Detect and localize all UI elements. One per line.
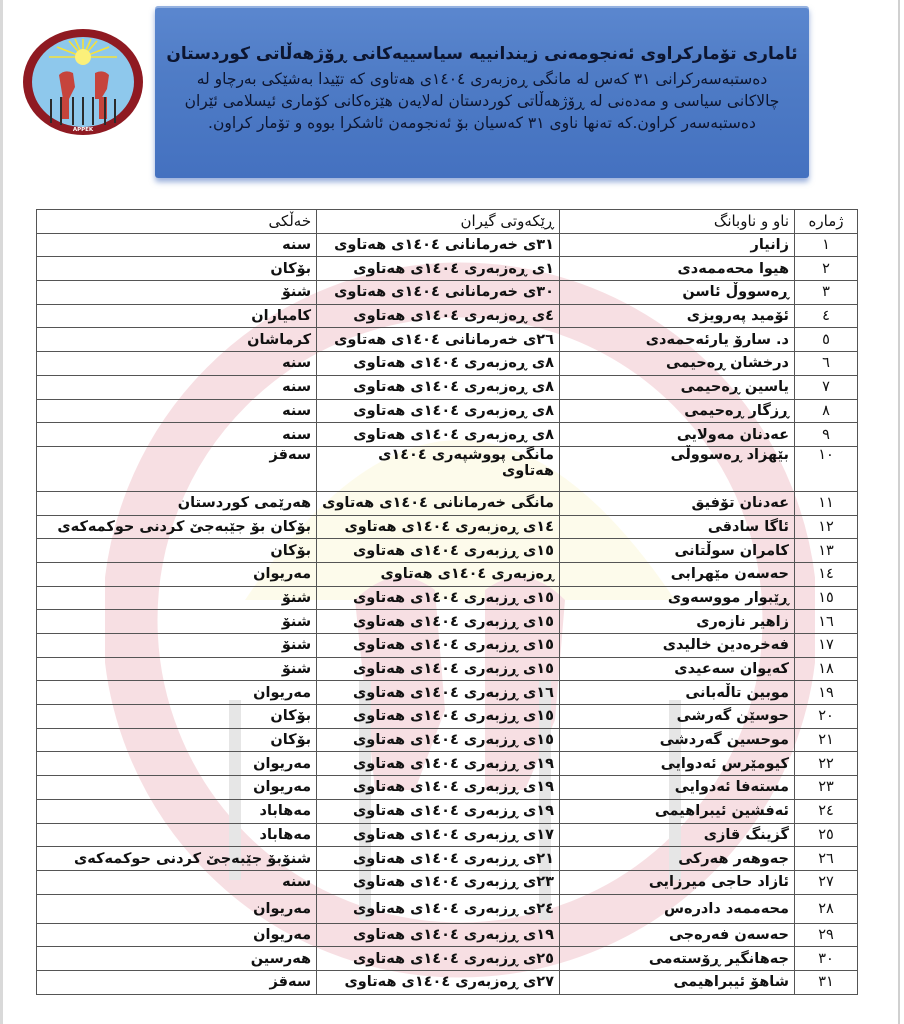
- prisoner-name: ئازاد حاجی میرزایی: [560, 870, 795, 894]
- row-number: ٤: [795, 304, 858, 328]
- row-number: ٢٨: [795, 894, 858, 923]
- table-row: [37, 399, 858, 423]
- prisoner-name: ڕزگار ڕەحیمی: [560, 399, 795, 423]
- row-number: ٣١: [795, 970, 858, 994]
- table-row: [37, 728, 858, 752]
- hometown: هەرێمی کوردستان: [37, 491, 317, 515]
- prisoner-name: شاهۆ ئیبراهیمی: [560, 970, 795, 994]
- row-number: ٢١: [795, 728, 858, 752]
- page-edge: [0, 0, 3, 1024]
- arrest-date: ٣٠ی خەرمانانی ١٤٠٤ی هەتاوی: [317, 281, 560, 305]
- prisoner-name: حەسەن فەرەجی: [560, 923, 795, 947]
- table-row: [37, 281, 858, 305]
- table-row: [37, 705, 858, 729]
- prisoner-name: د. سارۆ یارئەحمەدی: [560, 328, 795, 352]
- table-row: [37, 328, 858, 352]
- row-number: ٣٠: [795, 947, 858, 971]
- header-banner: [155, 6, 809, 178]
- row-number: ١٩: [795, 681, 858, 705]
- hometown: مەهاباد: [37, 823, 317, 847]
- arrest-date: ٢٧ی ڕەزبەری ١٤٠٤ی هەتاوی: [317, 970, 560, 994]
- arrest-date: ١٥ی ڕزبەری ١٤٠٤ی هەتاوی: [317, 610, 560, 634]
- prisoner-name: حەسەن مێهرابی: [560, 562, 795, 586]
- table-row: [37, 752, 858, 776]
- prisoner-name: هیوا محەممەدی: [560, 257, 795, 281]
- hometown: مەهاباد: [37, 799, 317, 823]
- arrest-date: ١ی ڕەزبەری ١٤٠٤ی هەتاوی: [317, 257, 560, 281]
- hometown: مەریوان: [37, 894, 317, 923]
- row-number: ١٨: [795, 657, 858, 681]
- row-number: ٢٢: [795, 752, 858, 776]
- hometown: سنە: [37, 870, 317, 894]
- hometown: شنۆ: [37, 610, 317, 634]
- hometown: سەقز: [37, 970, 317, 994]
- row-number: ١٠: [795, 446, 858, 491]
- row-number: ١٤: [795, 562, 858, 586]
- table-row: [37, 586, 858, 610]
- row-number: ٥: [795, 328, 858, 352]
- row-number: ١٧: [795, 634, 858, 658]
- prisoner-name: ئۆمید پەرویزی: [560, 304, 795, 328]
- prisoner-name: ڕێبوار مووسەوی: [560, 586, 795, 610]
- hometown: سنە: [37, 352, 317, 376]
- row-number: ٢٣: [795, 776, 858, 800]
- arrest-date: ١٥ی ڕزبەری ١٤٠٤ی هەتاوی: [317, 728, 560, 752]
- prisoner-name: کیومێرس ئەدوایی: [560, 752, 795, 776]
- prisoner-name: جەهانگیر ڕۆستەمی: [560, 947, 795, 971]
- prisoner-name: ڕەسووڵ ئاسن: [560, 281, 795, 305]
- table-row: [37, 304, 858, 328]
- arrest-date: ٢٤ی ڕزبەری ١٤٠٤ی هەتاوی: [317, 894, 560, 923]
- table-row: [37, 515, 858, 539]
- prisoner-name: حوسێن گەرشی: [560, 705, 795, 729]
- table-row: [37, 610, 858, 634]
- row-number: ٢٩: [795, 923, 858, 947]
- arrest-date: ٨ی ڕەزبەری ١٤٠٤ی هەتاوی: [317, 375, 560, 399]
- hometown: بۆکان بۆ جێبەجێ کردنی حوکمەکەی: [37, 515, 317, 539]
- row-number: ٧: [795, 375, 858, 399]
- arrest-date: ٢٣ی ڕزبەری ١٤٠٤ی هەتاوی: [317, 870, 560, 894]
- arrest-date: ١٥ی ڕزبەری ١٤٠٤ی هەتاوی: [317, 705, 560, 729]
- arrest-date: ١٥ی ڕزبەری ١٤٠٤ی هەتاوی: [317, 539, 560, 563]
- hometown: سەقز: [37, 446, 317, 491]
- arrest-date: ١٩ی ڕزبەری ١٤٠٤ی هەتاوی: [317, 799, 560, 823]
- logo-label: APPEK: [72, 127, 94, 133]
- prisoner-name: فەخرەدین خالیدی: [560, 634, 795, 658]
- hometown: مەریوان: [37, 752, 317, 776]
- banner-description: دەستبەسەرکرانی ٣١ کەس لە مانگی ڕەزبەری ١٤٠٤ی هەتاوی کە تێیدا بەشێکی بەرچاو لە چالاکانی سیاسی و مەدەنی لە ڕۆژهەڵاتی کوردستان لەلایەن هێزەکانی کۆماری ئیسلامی ئێران دەستبەسەر کراون.کە تەنها ناوی ٣١ کەسیان بۆ ئەنجومەن ئاشکرا بووە و تۆمار کراون.: [184, 70, 780, 132]
- arrest-date: ١٩ی ڕزبەری ١٤٠٤ی هەتاوی: [317, 776, 560, 800]
- row-number: ١٥: [795, 586, 858, 610]
- table-row: [37, 681, 858, 705]
- prisoner-name: ئاگا سادقی: [560, 515, 795, 539]
- arrest-date: ١٤ی ڕەزبەری ١٤٠٤ی هەتاوی: [317, 515, 560, 539]
- row-number: ٢٤: [795, 799, 858, 823]
- row-number: ٣: [795, 281, 858, 305]
- page-edge: [898, 0, 900, 1024]
- table-row: [37, 657, 858, 681]
- hometown: شنۆ: [37, 281, 317, 305]
- hometown: شنۆ: [37, 657, 317, 681]
- table-row: [37, 776, 858, 800]
- table-row: [37, 446, 858, 491]
- column-header-arrest-date: ڕێکەوتی گیران: [317, 210, 560, 234]
- row-number: ١٣: [795, 539, 858, 563]
- prisoner-name: عەدنان مەولایی: [560, 423, 795, 447]
- prisoner-name: بێهزاد ڕەسووڵی: [560, 446, 795, 491]
- table-row: [37, 375, 858, 399]
- arrest-date: ١٩ی ڕزبەری ١٤٠٤ی هەتاوی: [317, 923, 560, 947]
- table-row: [37, 257, 858, 281]
- prisoner-name: زاهیر نازەری: [560, 610, 795, 634]
- hometown: مەریوان: [37, 681, 317, 705]
- prison-bars-icon: [51, 97, 115, 125]
- arrest-date: ٢١ی ڕزبەری ١٤٠٤ی هەتاوی: [317, 847, 560, 871]
- table-row: [37, 894, 858, 923]
- organization-logo: [21, 27, 145, 137]
- table-row: [37, 947, 858, 971]
- arrest-date: ١٥ی ڕزبەری ١٤٠٤ی هەتاوی: [317, 657, 560, 681]
- hometown: مەریوان: [37, 776, 317, 800]
- hometown: سنە: [37, 233, 317, 257]
- row-number: ٢: [795, 257, 858, 281]
- table-row: [37, 823, 858, 847]
- prisoner-name: عەدنان تۆفیق: [560, 491, 795, 515]
- row-number: ٢٧: [795, 870, 858, 894]
- row-number: ١٢: [795, 515, 858, 539]
- hometown: هەرسین: [37, 947, 317, 971]
- table-row: [37, 634, 858, 658]
- arrest-date: ١٦ی ڕزبەری ١٤٠٤ی هەتاوی: [317, 681, 560, 705]
- hometown: مەریوان: [37, 923, 317, 947]
- hometown: سنە: [37, 399, 317, 423]
- table-row: [37, 799, 858, 823]
- table-header-row: [37, 210, 858, 234]
- table-row: [37, 233, 858, 257]
- row-number: ٨: [795, 399, 858, 423]
- arrest-date: ٤ی ڕەزبەری ١٤٠٤ی هەتاوی: [317, 304, 560, 328]
- arrest-date: ١٥ی ڕزبەری ١٤٠٤ی هەتاوی: [317, 586, 560, 610]
- prisoner-name: زانیار: [560, 233, 795, 257]
- hometown: بۆکان: [37, 539, 317, 563]
- table-row: [37, 423, 858, 447]
- row-number: ٢٥: [795, 823, 858, 847]
- hometown: شنۆبۆ جێبەجێ کردنی حوکمەکەی: [37, 847, 317, 871]
- hometown: سنە: [37, 375, 317, 399]
- table-row: [37, 562, 858, 586]
- row-number: ١: [795, 233, 858, 257]
- banner-title: ئاماری تۆمارکراوی ئەنجومەنی زیندانییە سیاسییەکانی ڕۆژهەڵاتی کوردستان: [166, 44, 798, 64]
- arrest-date: ڕەزبەری ١٤٠٤ی هەتاوی: [317, 562, 560, 586]
- prisoner-name: ئەفشین ئیبراهیمی: [560, 799, 795, 823]
- column-header-name: ناو و ناوبانگ: [560, 210, 795, 234]
- arrest-date: مانگی پووشپەری ١٤٠٤ی هەتاوی: [317, 446, 560, 491]
- prisoner-name: درخشان ڕەحیمی: [560, 352, 795, 376]
- arrest-date: ٨ی ڕەزبەری ١٤٠٤ی هەتاوی: [317, 352, 560, 376]
- table-row: [37, 970, 858, 994]
- table-row: [37, 870, 858, 894]
- table-row: [37, 923, 858, 947]
- hometown: کامیاران: [37, 304, 317, 328]
- prisoner-name: موبین تاڵەبانی: [560, 681, 795, 705]
- arrest-date: ٢٥ی ڕزبەری ١٤٠٤ی هەتاوی: [317, 947, 560, 971]
- arrest-date: ٢٦ی خەرمانانی ١٤٠٤ی هەتاوی: [317, 328, 560, 352]
- prisoners-table: [36, 209, 858, 995]
- arrest-date: ٨ی ڕەزبەری ١٤٠٤ی هەتاوی: [317, 423, 560, 447]
- prisoner-name: موحسین گەردشی: [560, 728, 795, 752]
- arrest-date: ١٧ی ڕزبەری ١٤٠٤ی هەتاوی: [317, 823, 560, 847]
- row-number: ٢٠: [795, 705, 858, 729]
- hometown: شنۆ: [37, 586, 317, 610]
- prisoner-name: گزینگ قازی: [560, 823, 795, 847]
- arrest-date: مانگی خەرمانانی ١٤٠٤ی هەتاوی: [317, 491, 560, 515]
- row-number: ١١: [795, 491, 858, 515]
- prisoner-name: کامران سوڵتانی: [560, 539, 795, 563]
- hometown: بۆکان: [37, 257, 317, 281]
- prisoner-name: جەوهەر هەرکی: [560, 847, 795, 871]
- arrest-date: ٨ی ڕەزبەری ١٤٠٤ی هەتاوی: [317, 399, 560, 423]
- prisoner-name: کەیوان سەعیدی: [560, 657, 795, 681]
- hometown: مەریوان: [37, 562, 317, 586]
- arrest-date: ٣١ی خەرمانانی ١٤٠٤ی هەتاوی: [317, 233, 560, 257]
- arrest-date: ١٩ی ڕزبەری ١٤٠٤ی هەتاوی: [317, 752, 560, 776]
- column-header-hometown: خەڵکی: [37, 210, 317, 234]
- column-header-number: ژمارە: [795, 210, 858, 234]
- row-number: ٩: [795, 423, 858, 447]
- row-number: ١٦: [795, 610, 858, 634]
- table-row: [37, 352, 858, 376]
- hometown: بۆکان: [37, 728, 317, 752]
- hometown: بۆکان: [37, 705, 317, 729]
- prisoner-name: مستەفا ئەدوایی: [560, 776, 795, 800]
- arrest-date: ١٥ی ڕزبەری ١٤٠٤ی هەتاوی: [317, 634, 560, 658]
- prisoner-name: محەممەد دادرەس: [560, 894, 795, 923]
- hometown: سنە: [37, 423, 317, 447]
- table-row: [37, 539, 858, 563]
- prisoner-name: یاسین ڕەحیمی: [560, 375, 795, 399]
- row-number: ٦: [795, 352, 858, 376]
- row-number: ٢٦: [795, 847, 858, 871]
- table-row: [37, 491, 858, 515]
- table-row: [37, 847, 858, 871]
- hometown: شنۆ: [37, 634, 317, 658]
- hometown: کرماشان: [37, 328, 317, 352]
